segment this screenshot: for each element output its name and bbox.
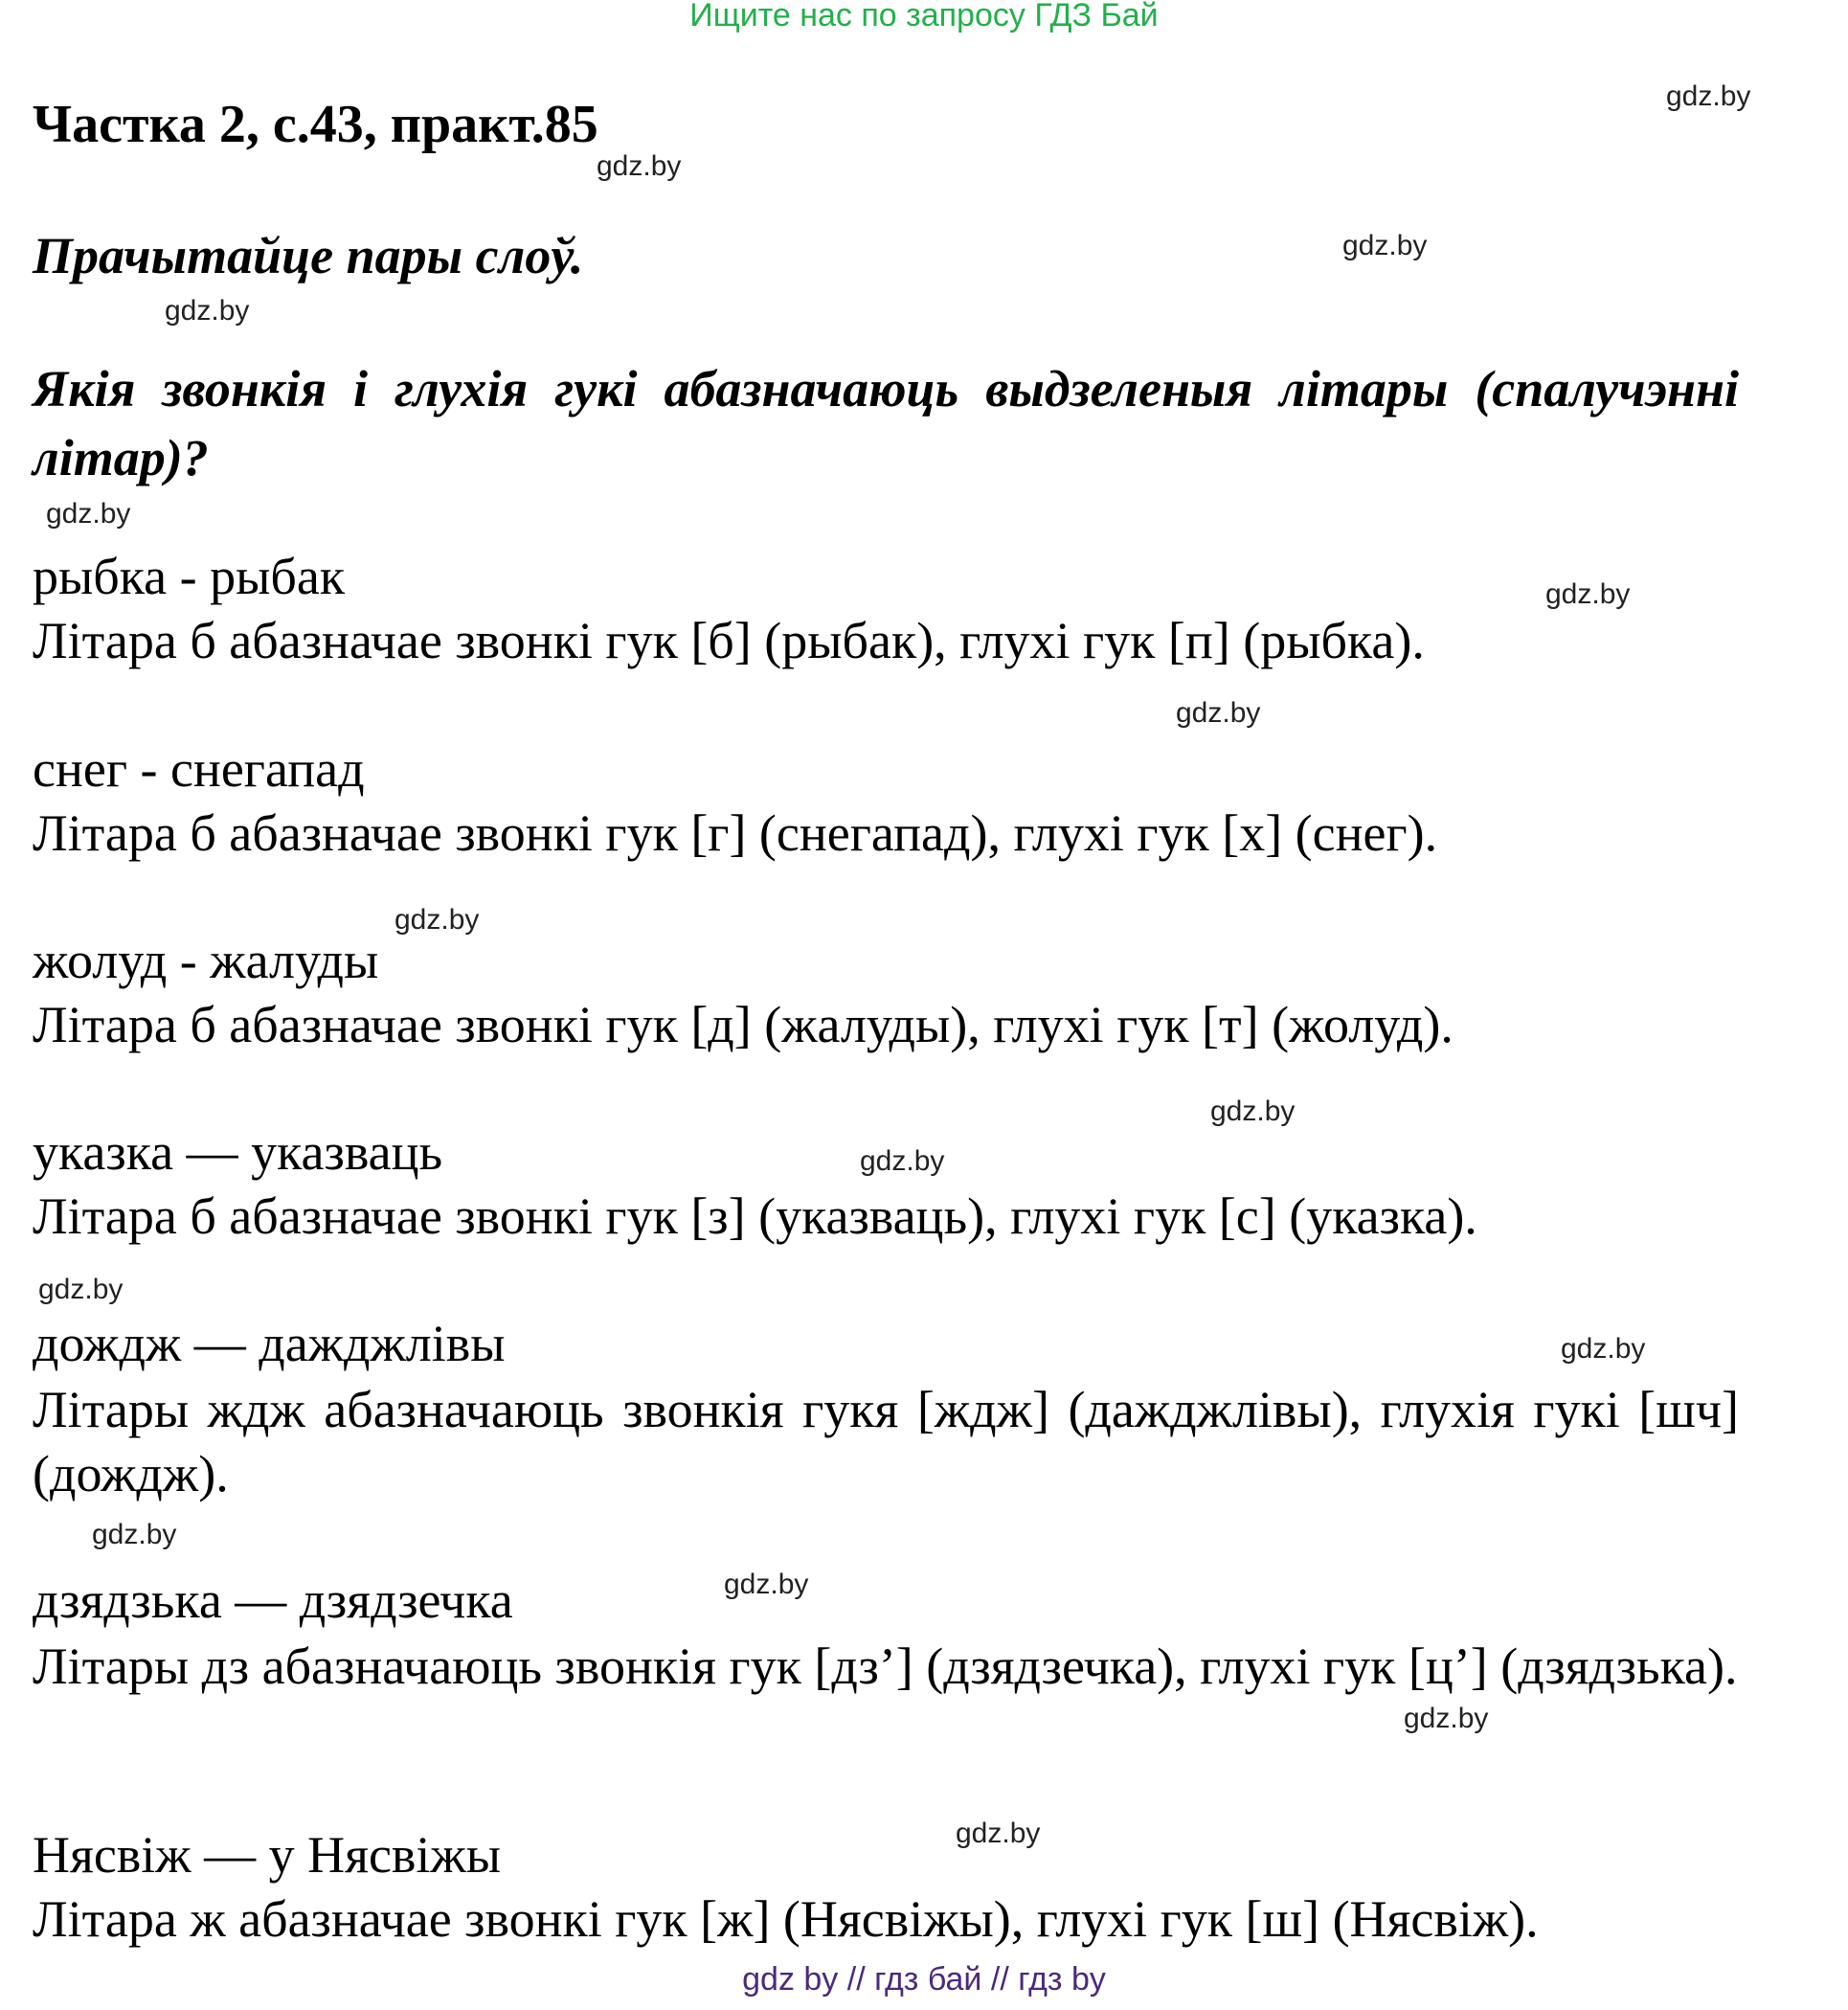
watermark: gdz.by <box>1176 697 1261 729</box>
watermark: gdz.by <box>165 295 250 327</box>
word-pair: указка — указваць <box>33 1123 443 1181</box>
watermark: gdz.by <box>724 1569 809 1600</box>
watermark: gdz.by <box>1210 1095 1296 1127</box>
word-pair: дзядзька — дзядзечка <box>33 1571 513 1629</box>
watermark: gdz.by <box>394 904 480 936</box>
watermark: gdz.by <box>38 1274 124 1305</box>
word-pair: жолуд - жалуды <box>33 932 379 989</box>
pair-explanation: Літары ждж абазначаюць звонкія гукя [ждж] (дажджлівы), глухія гукі [шч] (дождж). <box>33 1381 1739 1502</box>
watermark: gdz.by <box>956 1818 1041 1849</box>
pair-explanation: Літара б абазначае звонкі гук [д] (жалуды), глухі гук [т] (жолуд). <box>33 996 1454 1053</box>
pair-explanation: Літары дз абазначаюць звонкія гук [дз’] (дзядзечка), глухі гук [ц’] (дзядзька). <box>33 1637 1738 1695</box>
page-title: Частка 2, с.43, практ.85 <box>33 95 598 154</box>
watermark: gdz.by <box>92 1519 177 1550</box>
watermark: gdz.by <box>1545 578 1631 610</box>
site-banner: Ищите нас по запросу ГДЗ Бай <box>689 0 1159 34</box>
site-footer: gdz by // гдз бай // гдз by <box>742 1961 1106 1998</box>
pair-explanation: Літара б абазначае звонкі гук [з] (указваць), глухі гук [с] (указка). <box>33 1187 1477 1245</box>
word-pair: рыбка - рыбак <box>33 548 346 605</box>
watermark: gdz.by <box>597 150 682 182</box>
watermark: gdz.by <box>1404 1703 1489 1734</box>
watermark: gdz.by <box>1342 230 1428 261</box>
pair-explanation: Літара ж абазначае звонкі гук [ж] (Нясвіжы), глухі гук [ш] (Нясвіж). <box>33 1890 1539 1948</box>
word-pair: снег - снегапад <box>33 740 365 798</box>
watermark: gdz.by <box>860 1145 945 1177</box>
watermark: gdz.by <box>1666 80 1751 112</box>
word-pair: дождж — дажджлівы <box>33 1315 506 1372</box>
watermark: gdz.by <box>46 498 131 530</box>
pair-explanation: Літара б абазначае звонкі гук [г] (снегапад), глухі гук [х] (снег). <box>33 804 1438 862</box>
pair-explanation: Літара б абазначае звонкі гук [б] (рыбак), глухі гук [п] (рыбка). <box>33 612 1425 669</box>
watermark: gdz.by <box>1561 1333 1646 1365</box>
task-question: Якія звонкія і глухія гукі абазначаюць выдзеленыя літары (спалучэнні літар)? <box>33 360 1739 486</box>
task-instruction: Прачытайце пары слоў. <box>33 227 584 284</box>
word-pair: Нясвіж — у Нясвіжы <box>33 1826 502 1884</box>
